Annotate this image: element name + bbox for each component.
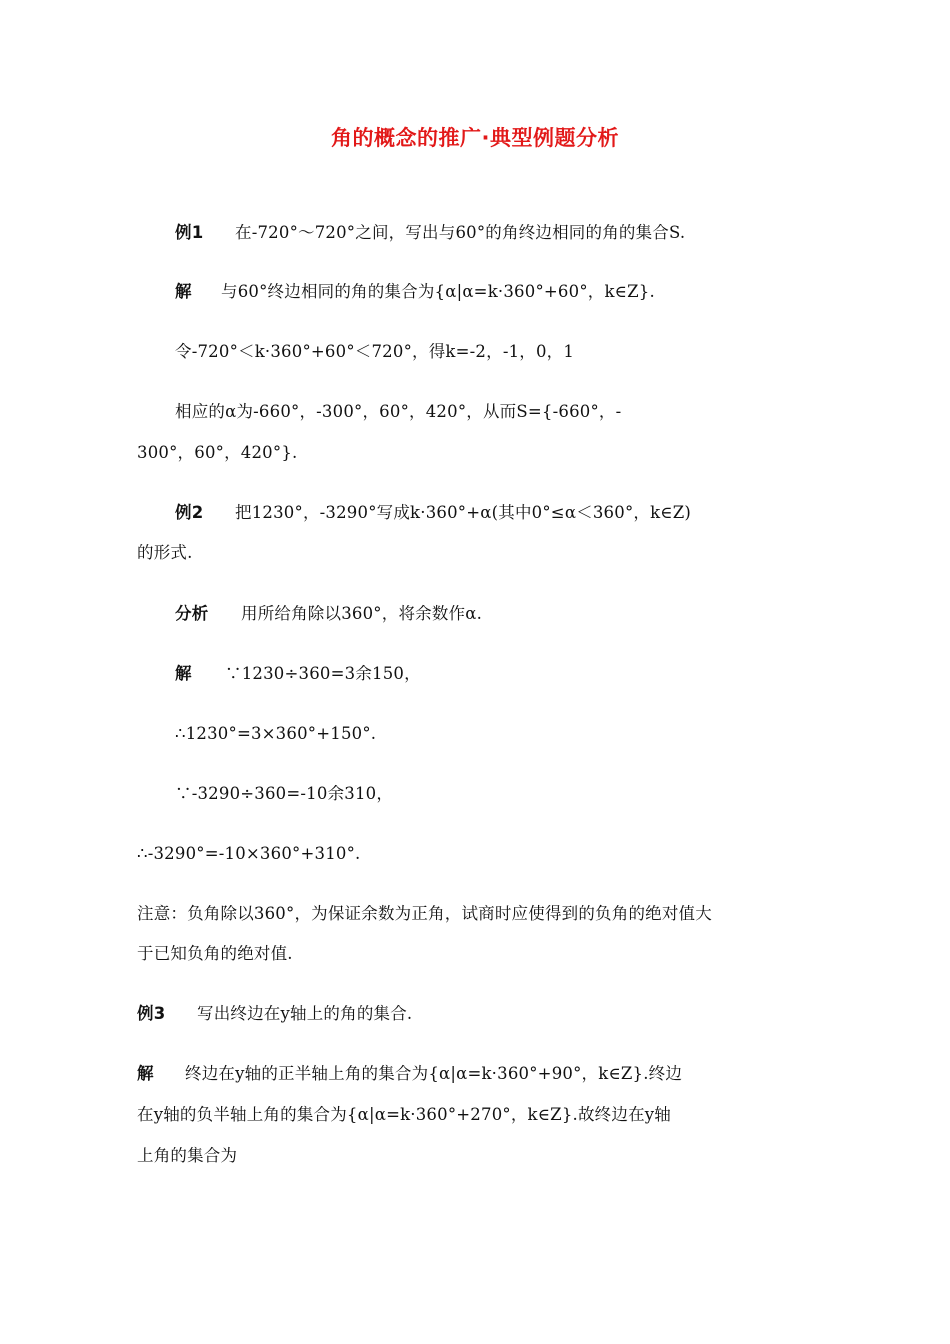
example-1-solution-line-3: 相应的α为-660°，-300°，60°，420°，从而S={-660°，-: [175, 402, 622, 421]
example-3-solution-line-2: 在y轴的负半轴上角的集合为{α|α=k·360°+270°，k∈Z}.故终边在y轴: [137, 1105, 671, 1124]
example-1-question-text: 在-720°～720°之间，写出与60°的角终边相同的角的集合S.: [235, 223, 686, 242]
example-3-solution-line-3: 上角的集合为: [137, 1146, 238, 1165]
example-1-label: 例1: [175, 223, 204, 242]
example-2-solution-label: 解: [175, 664, 192, 683]
example-1-solution-label: 解: [175, 282, 192, 301]
example-3-solution-line-1: [137, 1062, 682, 1086]
example-2-analysis-text: 用所给角除以360°，将余数作α.: [241, 604, 483, 623]
example-3-solution-label: 解: [137, 1064, 154, 1083]
example-2-solution-line-1: [175, 662, 421, 686]
note-line-2: 于已知负角的绝对值.: [137, 944, 293, 963]
example-2-solution-line-4: ∴-3290°=-10×360°+310°.: [137, 844, 361, 863]
example-2-solution-line-2: ∴1230°=3×360°+150°.: [175, 724, 377, 743]
example-1-solution-text-1: 与60°终边相同的角的集合为{α|α=k·360°+60°，k∈Z}.: [221, 282, 655, 301]
example-2-question: [175, 501, 691, 525]
note-line-1: 注意：负角除以360°，为保证余数为正角，试商时应使得到的负角的绝对值大: [137, 904, 712, 923]
example-2-analysis-label: 分析: [175, 604, 209, 623]
example-3-label: 例3: [137, 1004, 166, 1023]
example-3-question-text: 写出终边在y轴上的角的集合.: [197, 1004, 413, 1023]
example-2-question-text: 把1230°，-3290°写成k·360°+α(其中0°≤α＜360°，k∈Z): [235, 503, 692, 522]
example-2-analysis: [175, 602, 482, 626]
example-1-question: [175, 221, 685, 245]
example-2-solution-line-3: ∵-3290÷360=-10余310，: [175, 784, 394, 803]
example-1-solution-line-2: 令-720°＜k·360°+60°＜720°，得k=-2，-1，0，1: [175, 342, 575, 361]
example-1-solution-line-4: 300°，60°，420°}.: [137, 443, 298, 462]
example-2-label: 例2: [175, 503, 204, 522]
example-3-solution-text-1: 终边在y轴的正半轴上角的集合为{α|α=k·360°+90°，k∈Z}.终边: [185, 1064, 683, 1083]
page-title: 角的概念的推广·典型例题分析: [331, 126, 619, 150]
example-3-question: [137, 1002, 412, 1026]
example-2-solution-text-1: ∵1230÷360=3余150，: [225, 664, 421, 683]
example-1-solution-line-1: [175, 280, 655, 304]
example-2-question-line-2: 的形式.: [137, 543, 193, 562]
